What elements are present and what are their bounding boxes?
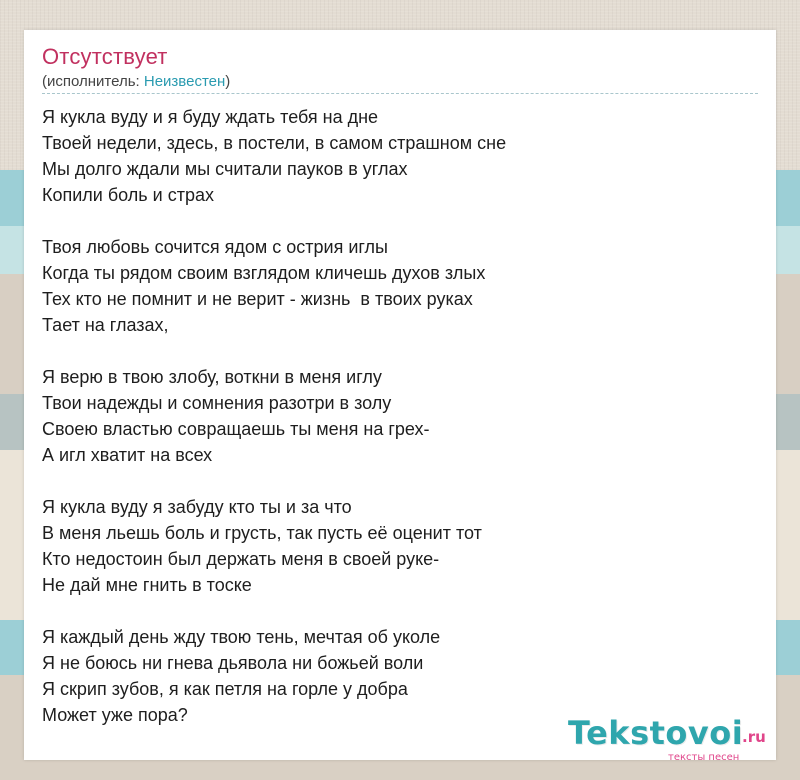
lyrics-card — [24, 30, 776, 763]
stanza — [42, 234, 762, 338]
lyric-line: Я кукла вуду и я буду ждать тебя на дне — [42, 107, 379, 127]
lyric-line: Копили боль и страх — [42, 185, 214, 205]
lyric-line: Тает на глазах, — [42, 315, 169, 335]
lyric-line: Кто недостоин был держать меня в своей руке- — [42, 549, 440, 569]
lyric-line: А игл хватит на всех — [42, 445, 213, 465]
lyric-line: Не дай мне гнить в тоске — [42, 575, 252, 595]
lyric-line: Когда ты рядом своим взглядом кличешь духов злых — [42, 263, 486, 283]
artist-suffix: ) — [225, 73, 231, 90]
lyrics-body — [42, 104, 762, 728]
lyric-line: Твоей недели, здесь, в постели, в самом страшном сне — [42, 133, 507, 153]
artist-link[interactable]: Неизвестен — [143, 73, 226, 90]
logo-wordmark: Tekstovoi — [568, 714, 744, 752]
lyric-line: Мы долго ждали мы считали пауков в углах — [42, 159, 408, 179]
lyric-line: Твои надежды и сомнения разотри в золу — [42, 393, 392, 413]
logo-tagline: тексты песен — [668, 752, 740, 763]
stanza — [42, 104, 762, 208]
lyric-line: Своею властью совращаешь ты меня на грех- — [42, 419, 430, 439]
logo-domain: .ru — [742, 728, 766, 746]
lyric-line: Я верю в твою злобу, воткни в меня иглу — [42, 367, 382, 387]
stanza — [42, 494, 762, 598]
lyric-line: Твоя любовь сочится ядом с острия иглы — [42, 237, 388, 257]
lyric-line: Может уже пора? — [42, 705, 188, 725]
site-logo[interactable] — [568, 714, 778, 764]
song-title: Отсутствует — [42, 44, 168, 69]
lyric-line: Я кукла вуду я забуду кто ты и за что — [42, 497, 352, 517]
lyric-line: Тех кто не помнит и не верит - жизнь в твоих руках — [42, 289, 473, 309]
title-divider — [42, 93, 758, 94]
stanza — [42, 624, 762, 728]
stanza — [42, 364, 762, 468]
artist-line — [42, 73, 230, 90]
lyric-line: Я каждый день жду твою тень, мечтая об уколе — [42, 627, 441, 647]
lyric-line: Я не боюсь ни гнева дьявола ни божьей воли — [42, 653, 424, 673]
lyric-line: В меня льешь боль и грусть, так пусть её оценит тот — [42, 523, 482, 543]
artist-prefix: (исполнитель: — [42, 73, 144, 90]
lyric-line: Я скрип зубов, я как петля на горле у добра — [42, 679, 408, 699]
